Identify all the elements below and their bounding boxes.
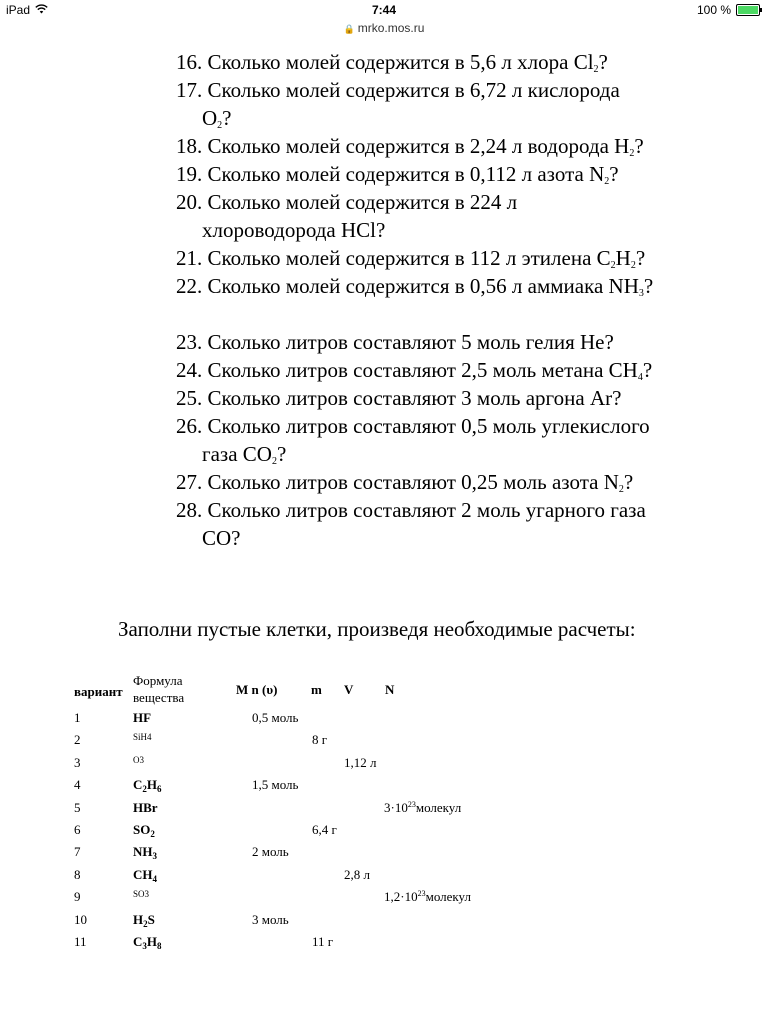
formula-cell: $CH_4$ xyxy=(133,866,157,884)
task-heading: Заполни пустые клетки, произведя необходимые расчеты: xyxy=(118,617,636,641)
table-row xyxy=(0,934,768,956)
question-18: 18. Сколько молей содержится в 2,24 л водорода $H_2$? xyxy=(176,134,644,159)
question-23: 23. Сколько литров составляют 5 моль гелия He? xyxy=(176,330,614,354)
url-bar[interactable] xyxy=(0,20,768,40)
row-number: 8 xyxy=(74,866,81,882)
formula-cell: HBr xyxy=(133,799,158,815)
table-row xyxy=(0,755,768,777)
row-number: 2 xyxy=(74,732,81,748)
status-right xyxy=(697,3,760,17)
row-number: 5 xyxy=(74,799,81,815)
formula-cell: $NH_3$ xyxy=(133,844,157,862)
question-27: 27. Сколько литров составляют 0,25 моль азота $N_2$? xyxy=(176,470,634,495)
question-22: 22. Сколько молей содержится в 0,56 л аммиака $NH_3$? xyxy=(176,274,654,299)
battery-percent: 100 % xyxy=(696,3,731,17)
formula-cell: O3 xyxy=(133,754,144,765)
formula-cell: $SO_2$ xyxy=(133,821,155,839)
question-21: 21. Сколько молей содержится в 112 л этилена $C_2H_2$? xyxy=(176,246,646,271)
row-number: 9 xyxy=(74,889,81,905)
url-text: mrko.mos.ru xyxy=(357,21,425,35)
mass-cell: 6,4 г xyxy=(312,821,337,837)
spacer xyxy=(176,300,736,328)
formula-cell: $C_3H_8$ xyxy=(133,933,162,951)
lock-icon: 🔒 xyxy=(343,24,355,34)
question-17: 17. Сколько молей содержится в 6,72 л кислорода $O_2$? xyxy=(176,78,620,131)
question-24: 24. Сколько литров составляют 2,5 моль метана $CH_4$? xyxy=(176,358,653,383)
volume-cell: 2,8 л xyxy=(344,866,370,882)
row-number: 11 xyxy=(74,933,87,949)
question-25: 25. Сколько литров составляют 3 моль аргона Ar? xyxy=(176,386,622,410)
table-header xyxy=(0,670,768,710)
question-16: 16. Сколько молей содержится в 5,6 л хлора $Cl_2$? xyxy=(176,50,608,75)
device-label: iPad xyxy=(6,3,31,17)
row-number: 3 xyxy=(74,754,81,770)
question-19: 19. Сколько молей содержится в 0,112 л азота $N_2$? xyxy=(176,162,619,187)
question-26: 26. Сколько литров составляют 0,5 моль углекислого газа $CO_2$? xyxy=(176,414,650,467)
table-row xyxy=(0,844,768,866)
question-28: 28. Сколько литров составляют 2 моль угарного газа CO? xyxy=(176,498,646,550)
header-mn: M n (υ) xyxy=(236,682,278,697)
formula-cell: SiH4 xyxy=(133,732,152,743)
row-number: 1 xyxy=(74,710,81,725)
table-row xyxy=(0,889,768,911)
header-n: N xyxy=(385,682,395,697)
table-row xyxy=(0,732,768,754)
battery-icon xyxy=(736,4,760,16)
row-number: 6 xyxy=(74,821,81,837)
row-number: 4 xyxy=(74,777,81,793)
row-number: 7 xyxy=(74,844,81,860)
table-row xyxy=(0,912,768,934)
header-v: V xyxy=(344,682,354,697)
mass-cell: 8 г xyxy=(312,732,328,748)
formula-cell: $H_2S$ xyxy=(133,911,155,929)
status-bar xyxy=(0,0,768,20)
header-variant: вариант xyxy=(74,684,123,699)
amount-cell: 2 моль xyxy=(252,844,289,860)
header-m: m xyxy=(311,682,322,697)
table-row xyxy=(0,710,768,732)
clock: 7:44 xyxy=(371,3,397,17)
table-row xyxy=(0,777,768,799)
table-row xyxy=(0,867,768,889)
particles-cell: $1,2\cdot 10^{23}молекул$ xyxy=(384,889,471,905)
row-number: 10 xyxy=(74,911,87,927)
formula-cell: $C_2H_6$ xyxy=(133,777,162,795)
header-formula: Формула вещества xyxy=(133,673,185,705)
question-20: 20. Сколько молей содержится в 224 л хлороводорода HCl? xyxy=(176,190,518,242)
amount-cell: 0,5 моль xyxy=(252,710,299,725)
table-row xyxy=(0,822,768,844)
amount-cell: 1,5 моль xyxy=(252,777,299,793)
particles-cell: $3\cdot 10^{23}молекул$ xyxy=(384,799,462,815)
volume-cell: 1,12 л xyxy=(344,754,377,770)
battery-fill xyxy=(738,6,758,14)
formula-cell: SO3 xyxy=(133,889,150,900)
amount-cell: 3 моль xyxy=(252,911,289,927)
data-table xyxy=(0,670,768,956)
formula-cell: HF xyxy=(133,710,152,725)
mass-cell: 11 г xyxy=(312,933,334,949)
questions-list xyxy=(176,48,736,552)
table-row xyxy=(0,800,768,822)
